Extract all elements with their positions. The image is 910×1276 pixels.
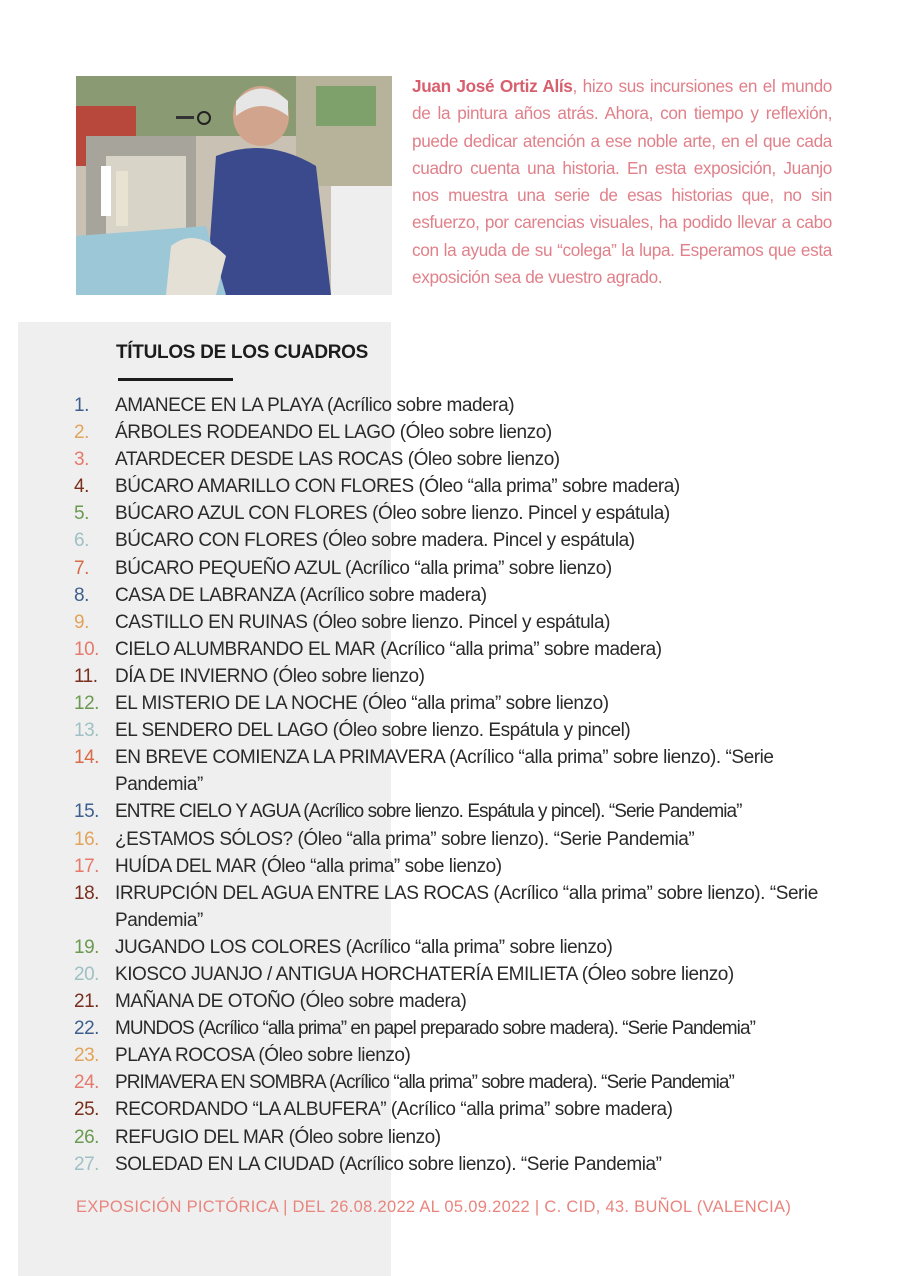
item-title: MUNDOS (Acrílico “alla prima” en papel preparado sobre madera). “Serie Pandemia” bbox=[115, 1018, 755, 1040]
item-title: IRRUPCIÓN DEL AGUA ENTRE LAS ROCAS (Acrílico “alla prima” sobre lienzo). “Serie Pandemia” bbox=[115, 882, 818, 931]
item-number: 17. bbox=[74, 855, 99, 877]
list-item bbox=[0, 1042, 835, 1069]
intro-paragraph bbox=[412, 73, 832, 291]
item-title: CASA DE LABRANZA (Acrílico sobre madera) bbox=[115, 584, 487, 606]
item-number: 11. bbox=[74, 665, 98, 687]
item-number: 24. bbox=[74, 1072, 99, 1094]
item-title: MAÑANA DE OTOÑO (Óleo sobre madera) bbox=[115, 991, 467, 1013]
item-number: 14. bbox=[74, 747, 99, 769]
list-item bbox=[0, 826, 835, 853]
list-item bbox=[0, 446, 835, 473]
item-title: SOLEDAD EN LA CIUDAD (Acrílico sobre lienzo). “Serie Pandemia” bbox=[115, 1153, 662, 1175]
list-item bbox=[0, 473, 835, 500]
list-item bbox=[0, 609, 835, 636]
item-number: 9. bbox=[74, 611, 89, 633]
item-title: EL MISTERIO DE LA NOCHE (Óleo “alla prima” sobre lienzo) bbox=[115, 693, 609, 715]
list-item bbox=[0, 934, 835, 961]
list-item bbox=[0, 961, 835, 988]
list-item bbox=[0, 1015, 835, 1042]
item-number: 3. bbox=[74, 449, 89, 471]
item-title: EN BREVE COMIENZA LA PRIMAVERA (Acrílico “alla prima” sobre lienzo). “Serie Pandemia” bbox=[115, 747, 774, 796]
title-underline bbox=[118, 378, 233, 381]
author-name: Juan José Ortiz Alís bbox=[412, 76, 573, 96]
item-title: BÚCARO AMARILLO CON FLORES (Óleo “alla prima” sobre madera) bbox=[115, 476, 680, 498]
item-number: 2. bbox=[74, 422, 89, 444]
intro-text: , hizo sus incursiones en el mundo de la pintura años atrás. Ahora, con tiempo y reflexión, puede dedicar atención a ese noble arte, en el que cada cuadro cuenta una historia. En esta exposición, Juanjo nos muestra una serie de esas historias que, no sin esfuerzo, por carencias visuales, ha podido llevar a cabo con la ayuda de su “colega” la lupa. Esperamos que esta exposición sea de vuestro agrado. bbox=[412, 76, 832, 288]
item-number: 16. bbox=[74, 828, 99, 850]
item-number: 5. bbox=[74, 503, 89, 525]
item-title: AMANECE EN LA PLAYA (Acrílico sobre madera) bbox=[115, 395, 515, 416]
item-title: KIOSCO JUANJO / ANTIGUA HORCHATERÍA EMILIETA (Óleo sobre lienzo) bbox=[115, 963, 734, 985]
item-number: 18. bbox=[74, 882, 99, 904]
exhibition-footer: EXPOSICIÓN PICTÓRICA | DEL 26.08.2022 AL 05.09.2022 | C. CID, 43. BUÑOL (VALENCIA) bbox=[76, 1198, 792, 1216]
list-item bbox=[0, 419, 835, 446]
item-number: 23. bbox=[74, 1045, 99, 1067]
list-item bbox=[0, 717, 835, 744]
item-number: 19. bbox=[74, 936, 99, 958]
artist-photo bbox=[76, 76, 392, 295]
item-title: CIELO ALUMBRANDO EL MAR (Acrílico “alla prima” sobre madera) bbox=[115, 638, 662, 660]
item-number: 6. bbox=[74, 530, 89, 552]
item-number: 26. bbox=[74, 1126, 99, 1148]
list-item bbox=[0, 853, 835, 880]
list-item bbox=[0, 690, 835, 717]
item-number: 27. bbox=[74, 1153, 99, 1175]
item-number: 13. bbox=[74, 720, 99, 742]
item-number: 15. bbox=[74, 801, 99, 823]
list-item bbox=[0, 582, 835, 609]
list-item bbox=[0, 798, 835, 825]
item-number: 7. bbox=[74, 557, 89, 579]
list-item bbox=[0, 527, 835, 554]
list-item bbox=[0, 1096, 835, 1123]
list-item bbox=[0, 744, 835, 798]
list-item bbox=[0, 988, 835, 1015]
item-number: 4. bbox=[74, 476, 89, 498]
item-title: BÚCARO AZUL CON FLORES (Óleo sobre lienzo. Pincel y espátula) bbox=[115, 503, 670, 525]
list-item bbox=[0, 880, 835, 934]
item-number: 10. bbox=[74, 638, 99, 660]
item-title: BÚCARO CON FLORES (Óleo sobre madera. Pincel y espátula) bbox=[115, 530, 635, 552]
item-number: 1. bbox=[74, 395, 89, 416]
item-title: DÍA DE INVIERNO (Óleo sobre lienzo) bbox=[115, 665, 425, 687]
list-item bbox=[0, 555, 835, 582]
item-title: RECORDANDO “LA ALBUFERA” (Acrílico “alla prima” sobre madera) bbox=[115, 1099, 673, 1121]
item-title: ATARDECER DESDE LAS ROCAS (Óleo sobre lienzo) bbox=[115, 449, 560, 471]
item-number: 25. bbox=[74, 1099, 99, 1121]
item-title: ENTRE CIELO Y AGUA (Acrílico sobre lienzo. Espátula y pincel). “Serie Pandemia” bbox=[115, 801, 742, 823]
item-title: PRIMAVERA EN SOMBRA (Acrílico “alla prima” sobre madera). “Serie Pandemia” bbox=[115, 1072, 734, 1094]
item-title: ¿ESTAMOS SÓLOS? (Óleo “alla prima” sobre lienzo). “Serie Pandemia” bbox=[115, 828, 695, 850]
list-item bbox=[0, 1124, 835, 1151]
item-number: 21. bbox=[74, 991, 99, 1013]
item-title: BÚCARO PEQUEÑO AZUL (Acrílico “alla prima” sobre lienzo) bbox=[115, 557, 612, 579]
list-item bbox=[0, 1069, 835, 1096]
item-title: EL SENDERO DEL LAGO (Óleo sobre lienzo. Espátula y pincel) bbox=[115, 720, 631, 742]
item-title: HUÍDA DEL MAR (Óleo “alla prima” sobe lienzo) bbox=[115, 855, 502, 877]
list-item bbox=[0, 500, 835, 527]
item-title: CASTILLO EN RUINAS (Óleo sobre lienzo. Pincel y espátula) bbox=[115, 611, 610, 633]
list-item bbox=[0, 392, 835, 419]
item-number: 8. bbox=[74, 584, 89, 606]
item-title: REFUGIO DEL MAR (Óleo sobre lienzo) bbox=[115, 1126, 441, 1148]
section-title: TÍTULOS DE LOS CUADROS bbox=[116, 342, 369, 363]
item-title: JUGANDO LOS COLORES (Acrílico “alla prima” sobre lienzo) bbox=[115, 936, 613, 958]
list-item bbox=[0, 663, 835, 690]
item-number: 22. bbox=[74, 1018, 99, 1040]
paintings-list bbox=[0, 392, 910, 1178]
list-item bbox=[0, 1151, 835, 1178]
item-title: PLAYA ROCOSA (Óleo sobre lienzo) bbox=[115, 1045, 411, 1067]
item-number: 20. bbox=[74, 963, 99, 985]
item-number: 12. bbox=[74, 693, 99, 715]
item-title: ÁRBOLES RODEANDO EL LAGO (Óleo sobre lienzo) bbox=[115, 422, 552, 444]
list-item bbox=[0, 636, 835, 663]
